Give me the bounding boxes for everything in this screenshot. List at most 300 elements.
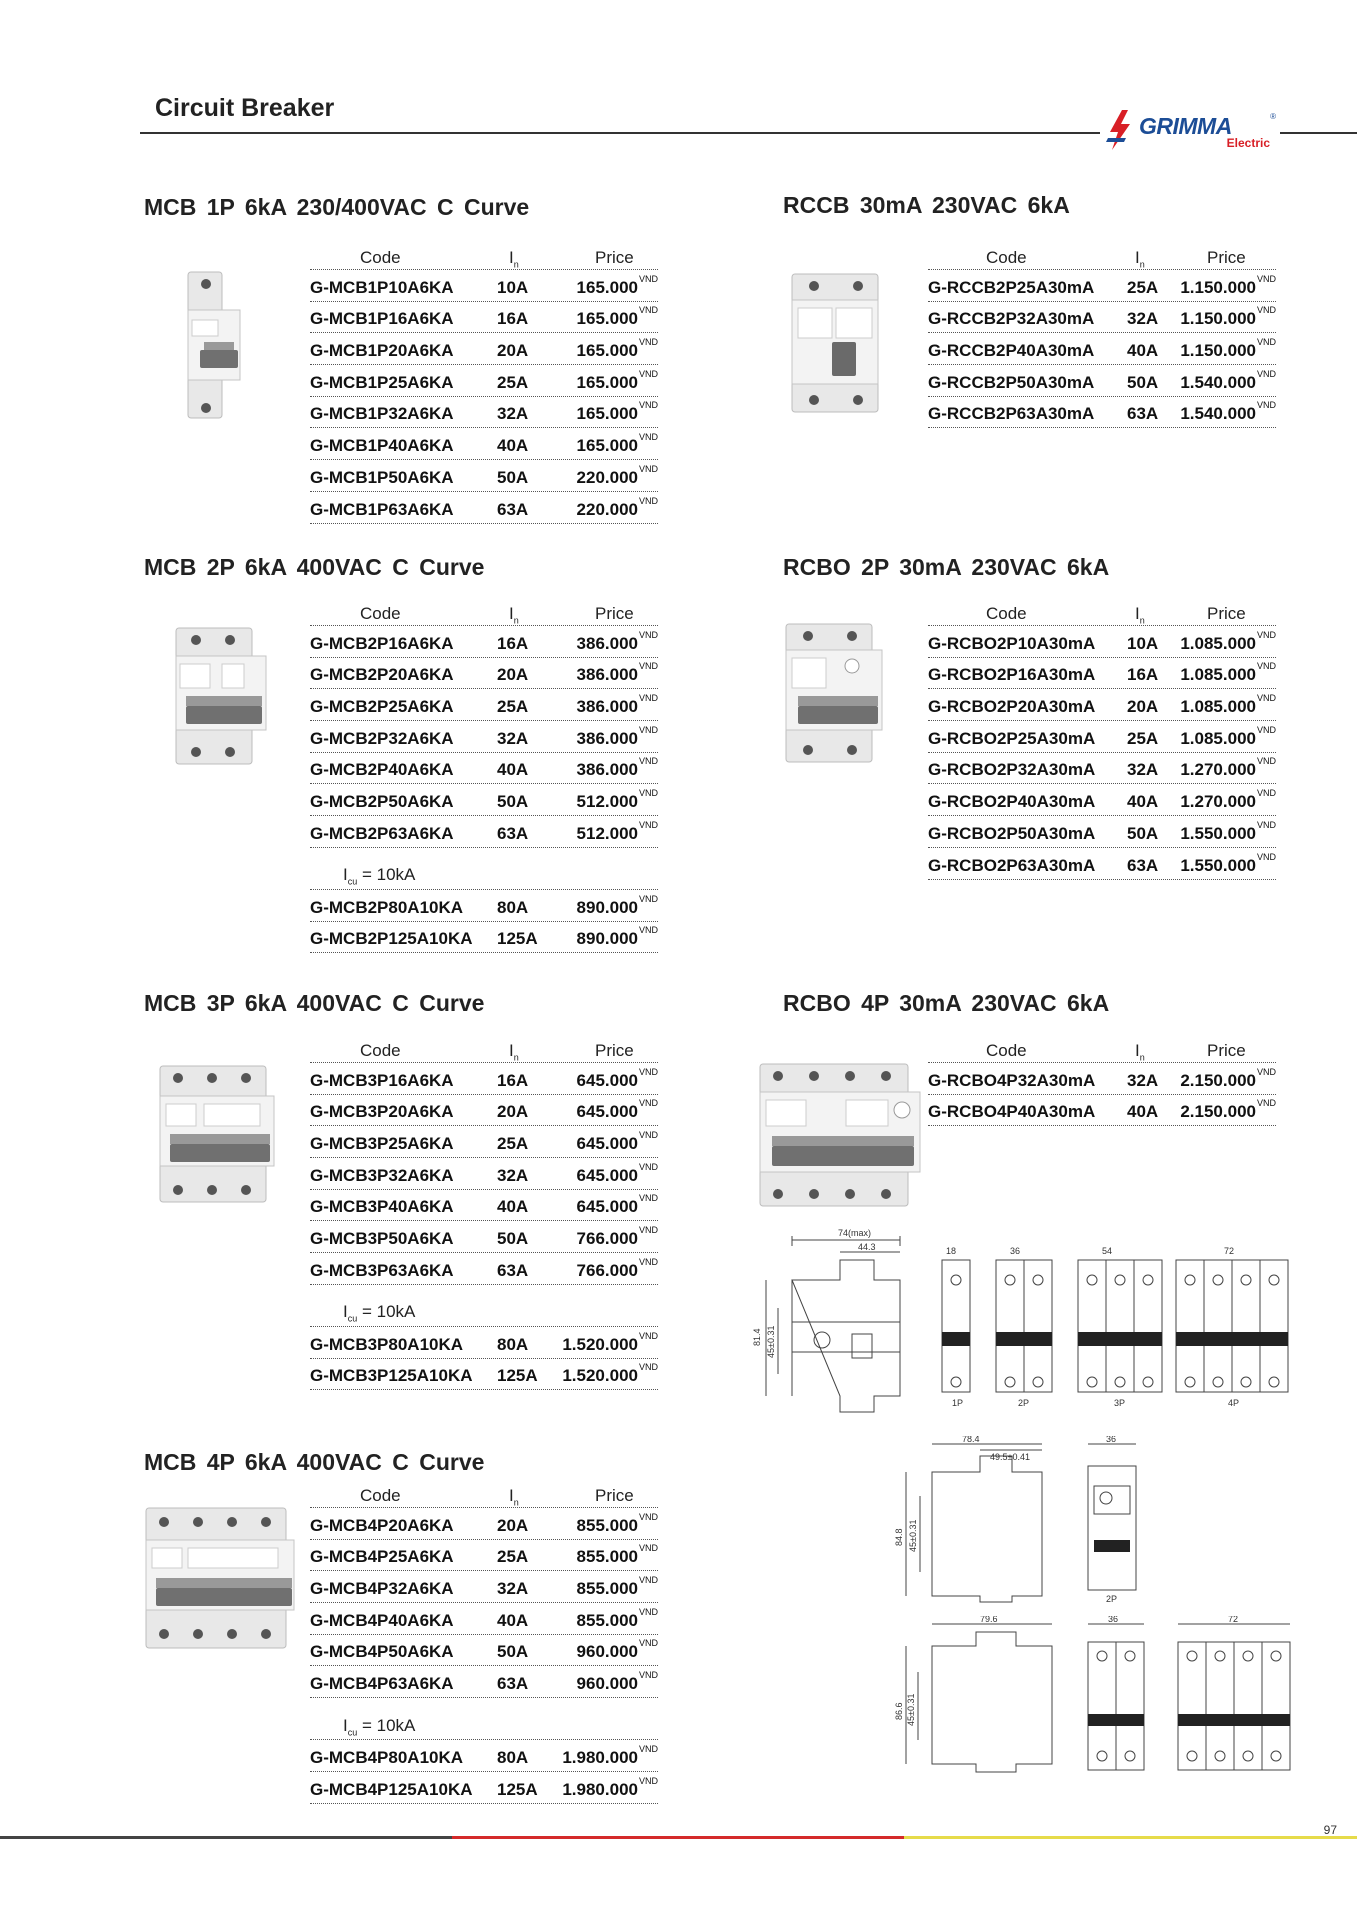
header-price: Price (1207, 1041, 1246, 1060)
cell-price (576, 629, 658, 654)
currency-label: VND (638, 463, 658, 474)
cell-price (576, 432, 658, 456)
price-value: 512.000 (576, 823, 638, 843)
cell-price (576, 693, 658, 717)
rccb-image (788, 270, 888, 416)
header-code: Code (986, 604, 1027, 623)
dim-w3: 54 (1102, 1246, 1113, 1256)
cell-code: G-MCB1P40A6KA (310, 436, 454, 456)
cell-code: G-MCB1P63A6KA (310, 499, 454, 519)
currency-label: VND (638, 1606, 658, 1617)
table-row (928, 689, 1276, 721)
price-value: 890.000 (576, 929, 638, 949)
price-value: 386.000 (576, 760, 638, 780)
currency-label: VND (1256, 661, 1276, 672)
cell-in: 63A (1127, 404, 1159, 424)
lightning-logo-icon (1102, 110, 1136, 150)
cell-in: 32A (1127, 760, 1159, 780)
cell-in: 10A (1127, 633, 1159, 653)
table-header (928, 246, 1276, 270)
currency-label: VND (638, 1362, 658, 1373)
table-header (310, 246, 658, 270)
price-value: 220.000 (576, 499, 638, 519)
header-in: $I_n$ (509, 1041, 519, 1063)
header-in: $I_n$ (509, 1486, 519, 1508)
cell-code: G-MCB3P50A6KA (310, 1229, 454, 1249)
cell-in: 63A (1127, 855, 1159, 875)
currency-label: VND (638, 1193, 658, 1204)
cell-in: 10A (497, 277, 529, 297)
cell-price (576, 1193, 658, 1217)
page-number: 97 (1323, 1823, 1337, 1837)
cell-code: G-MCB2P40A6KA (310, 760, 454, 780)
price-value: 1.550.000 (1180, 823, 1256, 843)
cell-in: 25A (497, 372, 529, 392)
currency-label: VND (638, 819, 658, 830)
cell-in: 32A (497, 728, 529, 748)
logo-name: GRIMMA (1139, 113, 1232, 139)
header-in: $I_n$ (1135, 604, 1145, 626)
currency-label: VND (638, 400, 658, 411)
table-row (310, 922, 658, 954)
cell-code: G-RCCB2P32A30mA (928, 309, 1095, 329)
table-row (928, 333, 1276, 365)
table-row (310, 1603, 658, 1635)
cell-in: 50A (497, 1229, 529, 1249)
table-row (928, 784, 1276, 816)
cell-price (576, 1543, 658, 1567)
logo-subtitle: Electric (1226, 136, 1270, 150)
table-header (928, 1039, 1276, 1063)
cell-price (576, 1606, 658, 1631)
currency-label: VND (638, 925, 658, 936)
currency-label: VND (638, 724, 658, 735)
icu-label: $I_{cu} = 10kA$ (310, 866, 658, 890)
currency-label: VND (638, 1670, 658, 1681)
cell-in: 63A (497, 499, 529, 519)
cell-code: G-RCCB2P25A30mA (928, 277, 1095, 297)
cell-price (576, 819, 658, 844)
cell-price (1180, 273, 1276, 298)
currency-label: VND (638, 1743, 658, 1754)
table-row (310, 1635, 658, 1667)
cell-price (562, 1362, 658, 1386)
table-row (310, 270, 658, 302)
cell-in: 32A (497, 1579, 529, 1599)
cell-code: G-MCB3P80A10KA (310, 1334, 464, 1354)
cell-code: G-RCBO2P16A30mA (928, 665, 1096, 685)
grimma-logo (1102, 110, 1280, 150)
table-row (310, 1571, 658, 1603)
currency-label: VND (638, 1575, 658, 1586)
dim-height: 84.8 (894, 1528, 904, 1546)
table-rcbo-4p (928, 1039, 1276, 1126)
currency-label: VND (638, 337, 658, 348)
cell-price (576, 1670, 658, 1694)
table-row (310, 365, 658, 397)
cell-in: 20A (497, 1515, 529, 1535)
cell-price (576, 273, 658, 298)
section-title: MCB 1P 6kA 230/400VAC C Curve (144, 194, 530, 220)
header-price: Price (595, 1486, 634, 1505)
cell-in: 25A (497, 1134, 529, 1154)
table-row (928, 658, 1276, 690)
cell-price (1180, 756, 1276, 780)
currency-label: VND (638, 305, 658, 316)
cell-price (576, 788, 658, 812)
price-value: 766.000 (576, 1260, 638, 1280)
cell-in: 20A (497, 665, 529, 685)
cell-price (576, 400, 658, 424)
dim-depth2: 44.3 (858, 1242, 876, 1252)
table-row (310, 784, 658, 816)
cell-in: 125A (497, 1366, 538, 1386)
header-price: Price (1207, 604, 1246, 623)
cell-price (1180, 1066, 1276, 1091)
cell-price (576, 495, 658, 520)
table-row (310, 658, 658, 690)
cell-in: 50A (497, 792, 529, 812)
cell-code: G-RCBO2P50A30mA (928, 823, 1096, 843)
currency-label: VND (638, 756, 658, 767)
header-rule-right (1280, 132, 1357, 134)
currency-label: VND (638, 661, 658, 672)
cell-in: 50A (497, 1642, 529, 1662)
table-row (928, 397, 1276, 429)
price-value: 165.000 (576, 372, 638, 392)
cell-price (576, 1066, 658, 1091)
cell-in: 32A (1127, 1070, 1159, 1090)
section-title: MCB 3P 6kA 400VAC C Curve (144, 990, 485, 1016)
mcb-dimension-drawing (752, 1222, 1292, 1418)
cell-code: G-MCB3P25A6KA (310, 1134, 454, 1154)
currency-label: VND (1256, 305, 1276, 316)
cell-in: 125A (497, 1779, 538, 1799)
currency-label: VND (638, 1130, 658, 1141)
cell-price (1180, 368, 1276, 393)
section-title: RCBO 4P 30mA 230VAC 6kA (783, 990, 1110, 1016)
cell-in: 50A (497, 467, 529, 487)
header-in: $I_n$ (509, 248, 519, 270)
dim-w2: 36 (1010, 1246, 1021, 1256)
cell-in: 16A (497, 633, 529, 653)
price-value: 855.000 (576, 1515, 638, 1535)
currency-label: VND (1256, 756, 1276, 767)
header-in: $I_n$ (1135, 248, 1145, 270)
price-value: 1.980.000 (562, 1747, 638, 1767)
cell-price (576, 661, 658, 685)
dim-height: 81.4 (752, 1328, 762, 1346)
cell-price (576, 893, 658, 918)
price-value: 645.000 (576, 1102, 638, 1122)
price-value: 386.000 (576, 697, 638, 717)
price-value: 165.000 (576, 341, 638, 361)
cell-in: 80A (497, 1334, 529, 1354)
cell-code: G-RCBO2P20A30mA (928, 697, 1096, 717)
currency-label: VND (638, 1543, 658, 1554)
table-header (310, 1484, 658, 1508)
cell-code: G-RCBO2P40A30mA (928, 792, 1096, 812)
section-title: RCCB 30mA 230VAC 6kA (783, 192, 1070, 218)
cell-code: G-RCBO2P10A30mA (928, 633, 1096, 653)
table-mcb-4p (310, 1484, 658, 1804)
price-value: 960.000 (576, 1674, 638, 1694)
cell-code: G-MCB2P63A6KA (310, 823, 454, 843)
price-value: 386.000 (576, 665, 638, 685)
cell-price (576, 305, 658, 329)
cell-in: 50A (1127, 823, 1159, 843)
table-row (310, 1772, 658, 1804)
table-row (928, 816, 1276, 848)
cell-code: G-MCB3P32A6KA (310, 1165, 454, 1185)
cell-price (576, 756, 658, 780)
price-value: 645.000 (576, 1134, 638, 1154)
price-value: 960.000 (576, 1642, 638, 1662)
price-value: 645.000 (576, 1197, 638, 1217)
currency-label: VND (638, 1256, 658, 1267)
section-title: MCB 4P 6kA 400VAC C Curve (144, 1449, 485, 1475)
cell-in: 40A (1127, 792, 1159, 812)
table-mcb-1p (310, 246, 658, 524)
cell-price (1180, 1098, 1276, 1122)
table-row (928, 302, 1276, 334)
cell-code: G-MCB3P63A6KA (310, 1260, 454, 1280)
cell-code: G-MCB2P32A6KA (310, 728, 454, 748)
header-code: Code (360, 1041, 401, 1060)
table-row (310, 1095, 658, 1127)
cell-price (576, 368, 658, 393)
currency-label: VND (638, 432, 658, 443)
price-value: 855.000 (576, 1610, 638, 1630)
label-3p: 3P (1114, 1398, 1126, 1408)
cell-in: 125A (497, 929, 538, 949)
cell-code: G-RCCB2P63A30mA (928, 404, 1095, 424)
cell-code: G-RCBO2P63A30mA (928, 855, 1096, 875)
cell-price (576, 1575, 658, 1599)
table-row (310, 1740, 658, 1772)
price-value: 766.000 (576, 1229, 638, 1249)
table-row (310, 492, 658, 524)
cell-code: G-MCB1P10A6KA (310, 277, 454, 297)
table-row (928, 848, 1276, 880)
currency-label: VND (638, 693, 658, 704)
cell-code: G-MCB3P40A6KA (310, 1197, 454, 1217)
price-value: 890.000 (576, 897, 638, 917)
price-value: 855.000 (576, 1547, 638, 1567)
icu-label: $I_{cu} = 10kA$ (310, 1716, 658, 1740)
price-value: 386.000 (576, 728, 638, 748)
table-row (310, 397, 658, 429)
label-2p: 2P (1106, 1594, 1118, 1604)
dim-height2: 45±0.31 (906, 1693, 916, 1726)
dim-depth2: 49.5±0.41 (990, 1452, 1030, 1462)
price-value: 1.270.000 (1180, 792, 1256, 812)
cell-code: G-MCB2P50A6KA (310, 792, 454, 812)
header-in: $I_n$ (509, 604, 519, 626)
currency-label: VND (1256, 819, 1276, 830)
price-value: 2.150.000 (1180, 1102, 1256, 1122)
table-row (310, 1158, 658, 1190)
currency-label: VND (1256, 788, 1276, 799)
cell-in: 63A (497, 1674, 529, 1694)
cell-code: G-MCB3P125A10KA (310, 1366, 473, 1386)
dim-depth: 79.6 (980, 1616, 998, 1624)
cell-price (1180, 851, 1276, 876)
cell-price (1180, 661, 1276, 685)
currency-label: VND (638, 1511, 658, 1522)
cell-in: 16A (497, 309, 529, 329)
cell-in: 40A (497, 436, 529, 456)
table-row (310, 1540, 658, 1572)
cell-price (1180, 724, 1276, 749)
currency-label: VND (638, 1098, 658, 1109)
dim-depth: 78.4 (962, 1436, 980, 1444)
price-value: 1.085.000 (1180, 633, 1256, 653)
price-value: 1.270.000 (1180, 760, 1256, 780)
header-in: $I_n$ (1135, 1041, 1145, 1063)
table-row (928, 1063, 1276, 1095)
price-value: 165.000 (576, 277, 638, 297)
header-code: Code (986, 248, 1027, 267)
currency-label: VND (638, 788, 658, 799)
cell-in: 40A (497, 1197, 529, 1217)
table-row (310, 460, 658, 492)
table-row (310, 1126, 658, 1158)
table-header (928, 602, 1276, 626)
mcb-2p-image (172, 626, 272, 766)
cell-code: G-RCBO4P40A30mA (928, 1102, 1096, 1122)
cell-code: G-MCB4P25A6KA (310, 1547, 454, 1567)
logo-registered: ® (1270, 112, 1276, 121)
price-value: 386.000 (576, 633, 638, 653)
currency-label: VND (1256, 273, 1276, 284)
price-value: 1.550.000 (1180, 855, 1256, 875)
cell-code: G-MCB4P20A6KA (310, 1515, 454, 1535)
currency-label: VND (638, 1066, 658, 1077)
cell-price (1180, 819, 1276, 844)
currency-label: VND (638, 495, 658, 506)
table-row (310, 1666, 658, 1698)
cell-price (576, 463, 658, 488)
cell-in: 25A (497, 1547, 529, 1567)
table-row (310, 890, 658, 922)
header-code: Code (360, 604, 401, 623)
dim-depth: 74(max) (838, 1228, 872, 1238)
cell-price (1180, 337, 1276, 361)
cell-in: 25A (1127, 277, 1159, 297)
price-value: 2.150.000 (1180, 1070, 1256, 1090)
price-value: 855.000 (576, 1579, 638, 1599)
cell-in: 16A (497, 1070, 529, 1090)
icu-label: $I_{cu} = 10kA$ (310, 1303, 658, 1327)
price-value: 1.540.000 (1180, 372, 1256, 392)
cell-code: G-MCB2P25A6KA (310, 697, 454, 717)
dim-width: 36 (1106, 1436, 1117, 1444)
table-row (310, 1508, 658, 1540)
cell-in: 80A (497, 897, 529, 917)
label-1p: 1P (952, 1398, 964, 1408)
price-value: 220.000 (576, 467, 638, 487)
cell-in: 25A (497, 697, 529, 717)
price-value: 1.150.000 (1180, 277, 1256, 297)
table-row (310, 626, 658, 658)
currency-label: VND (638, 629, 658, 640)
section-title: MCB 2P 6kA 400VAC C Curve (144, 554, 485, 580)
cell-price (576, 1130, 658, 1154)
price-value: 1.150.000 (1180, 309, 1256, 329)
cell-in: 40A (1127, 341, 1159, 361)
currency-label: VND (638, 368, 658, 379)
cell-code: G-MCB4P80A10KA (310, 1747, 464, 1767)
cell-code: G-RCCB2P50A30mA (928, 372, 1095, 392)
cell-code: G-MCB4P125A10KA (310, 1779, 473, 1799)
cell-price (562, 1743, 658, 1768)
cell-code: G-MCB4P32A6KA (310, 1579, 454, 1599)
table-row (928, 365, 1276, 397)
cell-price (576, 1098, 658, 1122)
cell-code: G-MCB1P25A6KA (310, 372, 454, 392)
dim-w1: 18 (946, 1246, 957, 1256)
header-rule (140, 132, 1100, 134)
dim-width-2p: 36 (1108, 1616, 1119, 1624)
table-row (928, 721, 1276, 753)
table-row (310, 1063, 658, 1095)
cell-price (1180, 693, 1276, 717)
cell-code: G-MCB1P16A6KA (310, 309, 454, 329)
label-4p: 4P (1228, 1398, 1240, 1408)
cell-code: G-MCB4P50A6KA (310, 1642, 454, 1662)
dim-w4: 72 (1224, 1246, 1235, 1256)
rcbo-4p-image (756, 1060, 924, 1210)
price-value: 1.520.000 (562, 1334, 638, 1354)
cell-code: G-MCB1P50A6KA (310, 467, 454, 487)
table-row (310, 721, 658, 753)
table-row (310, 333, 658, 365)
currency-label: VND (1256, 1098, 1276, 1109)
mcb-3p-image (156, 1064, 278, 1204)
label-2p: 2P (1018, 1398, 1030, 1408)
cell-price (576, 1256, 658, 1281)
cell-code: G-RCBO4P32A30mA (928, 1070, 1096, 1090)
cell-price (576, 1161, 658, 1186)
table-row (310, 1359, 658, 1391)
dim-height2: 45±0.31 (908, 1519, 918, 1552)
table-row (310, 1221, 658, 1253)
currency-label: VND (1256, 851, 1276, 862)
header-price: Price (595, 604, 634, 623)
cell-price (576, 724, 658, 749)
cell-code: G-MCB4P63A6KA (310, 1674, 454, 1694)
mcb-1p-image (180, 270, 256, 420)
price-value: 1.980.000 (562, 1779, 638, 1799)
cell-in: 40A (1127, 1102, 1159, 1122)
price-value: 1.085.000 (1180, 728, 1256, 748)
currency-label: VND (1256, 400, 1276, 411)
table-row (310, 428, 658, 460)
table-row (310, 689, 658, 721)
cell-in: 20A (497, 341, 529, 361)
cell-code: G-MCB2P20A6KA (310, 665, 454, 685)
cell-price (576, 1638, 658, 1662)
section-title: RCBO 2P 30mA 230VAC 6kA (783, 554, 1110, 580)
cell-price (576, 1511, 658, 1536)
currency-label: VND (638, 1775, 658, 1786)
cell-in: 63A (497, 1260, 529, 1280)
cell-in: 32A (497, 404, 529, 424)
rcbo-2p-image (782, 620, 888, 766)
table-row (310, 302, 658, 334)
price-value: 1.085.000 (1180, 697, 1256, 717)
